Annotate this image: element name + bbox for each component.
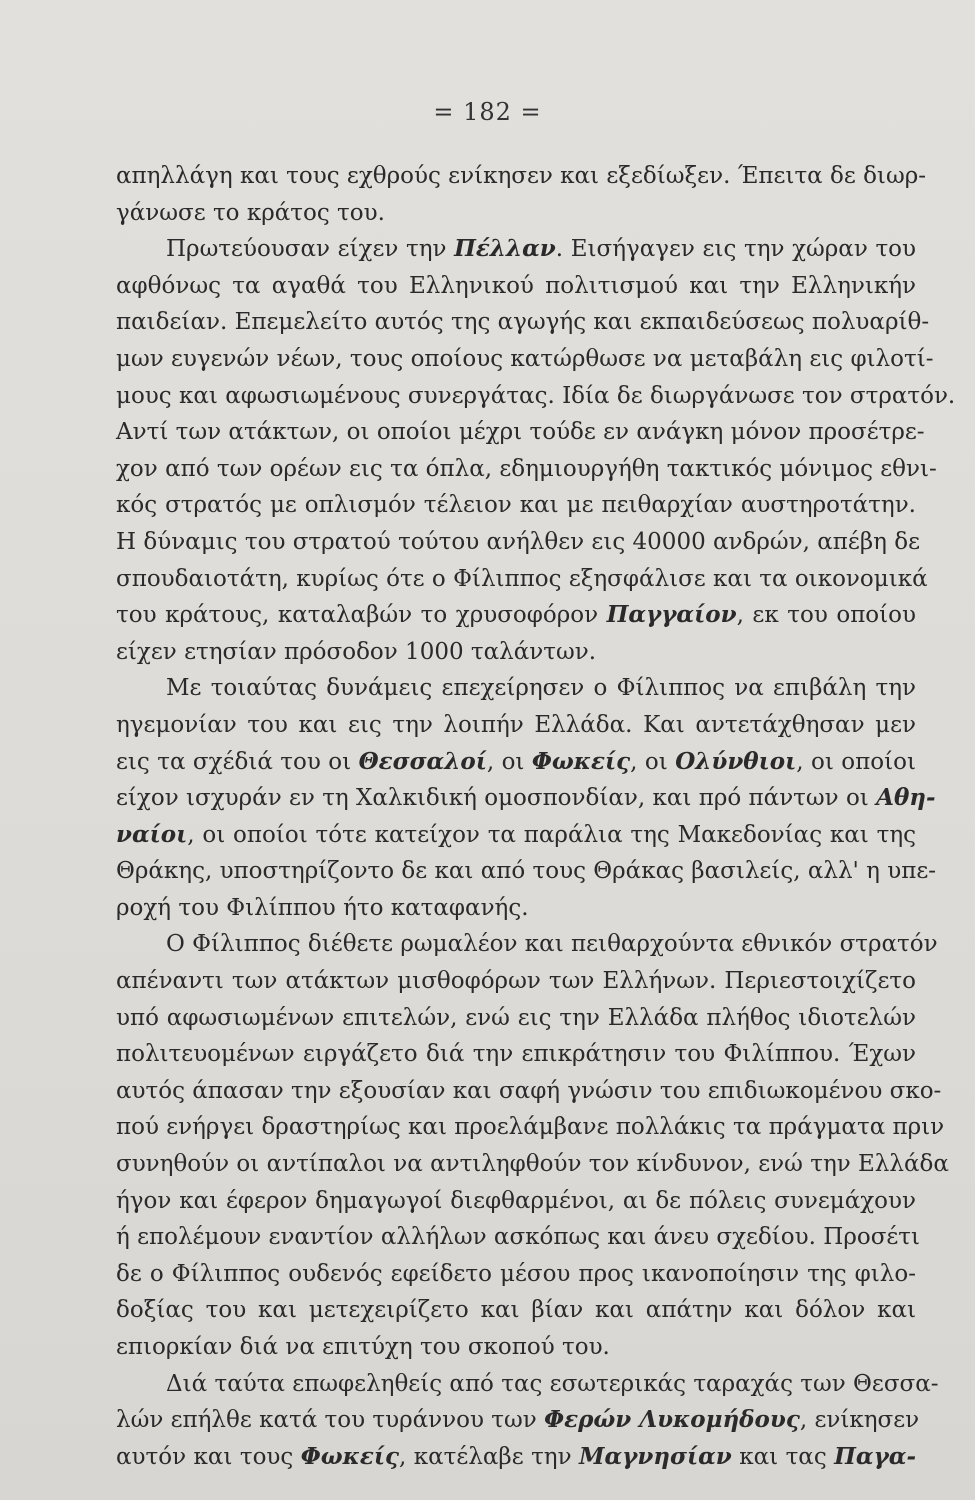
emphasized-term: Φερών Λυκομήδους: [544, 1406, 800, 1434]
text-line: απέναντι των ατάκτων μισθοφόρων των Ελλήνων. Περιεστοιχίζετο: [116, 968, 916, 995]
emphasized-term: Πέλλαν: [454, 235, 556, 263]
text-line: Θράκης, υποστηρίζοντο δε και από τους Θράκας βασιλείς, αλλ' η υπε-: [116, 858, 937, 885]
text-line: μων ευγενών νέων, τους οποίους κατώρθωσε να μεταβάλη εις φιλοτί-: [116, 345, 934, 372]
text-line: Με τοιαύτας δυνάμεις επεχείρησεν ο Φίλιππος να επιβάλη την: [166, 675, 916, 702]
text-line: ή επολέμουν εναντίον αλλήλων ασκόπως και άνευ σχεδίου. Προσέτι: [116, 1224, 921, 1251]
text-line: ηγεμονίαν του και εις την λοιπήν Ελλάδα. Και αντετάχθησαν μεν: [116, 711, 916, 738]
emphasized-term: Φωκείς: [300, 1442, 400, 1470]
text-line: ροχή του Φιλίππου ήτο καταφανής.: [116, 894, 529, 921]
text-line: υπό αφωσιωμένων επιτελών, ενώ εις την Ελλάδα πλήθος ιδιοτελών: [116, 1004, 916, 1031]
text-line: Η δύναμις του στρατού τούτου ανήλθεν εις 40000 ανδρών, απέβη δε: [116, 528, 920, 555]
text-line: χον από των ορέων εις τα όπλα, εδημιουργήθη τακτικός μόνιμος εθνι-: [116, 455, 937, 482]
text-line: συνηθούν οι αντίπαλοι να αντιληφθούν τον κίνδυνον, ενώ την Ελλάδα: [116, 1151, 949, 1178]
emphasized-term: Θεσσαλοί: [358, 747, 487, 775]
text-line: αφθόνως τα αγαθά του Ελληνικού πολιτισμού και την Ελληνικήν: [116, 272, 916, 299]
text-line: κός στρατός με οπλισμόν τέλειον και με πειθαρχίαν αυστηροτάτην.: [116, 492, 916, 519]
emphasized-term: Παγγαίον: [606, 601, 737, 629]
text-line: λών επήλθε κατά του τυράννου των Φερών Λυκομήδους, ενίκησεν: [116, 1406, 920, 1434]
text-line: επιορκίαν διά να επιτύχη του σκοπού του.: [116, 1334, 610, 1360]
text-line: αυτόν και τους Φωκείς, κατέλαβε την Μαγνησίαν και τας Παγα-: [116, 1442, 917, 1470]
emphasized-term: Φωκείς: [531, 747, 631, 775]
text-line: σπουδαιοτάτη, κυρίως ότε ο Φίλιππος εξησφάλισε και τα οικονομικά: [116, 565, 928, 592]
text-line: απηλλάγη και τους εχθρούς ενίκησεν και εξεδίωξεν. Έπειτα δε διωρ-: [116, 163, 926, 189]
text-line: πολιτευομένων ειργάζετο διά την επικράτησιν του Φιλίππου. Έχων: [116, 1041, 916, 1068]
text-line: Αντί των ατάκτων, οι οποίοι μέχρι τούδε εν ανάγκη μόνον προσέτρε-: [116, 419, 925, 446]
text-line: ήγον και έφερον δημαγωγοί διεφθαρμένοι, αι δε πόλεις συνεμάχουν: [116, 1187, 916, 1214]
body-text: [116, 158, 956, 1475]
emphasized-term: Μαγνησίαν: [579, 1442, 732, 1470]
text-line: εις τα σχέδιά του οι Θεσσαλοί, οι Φωκείς, οι Ολύνθιοι, οι οποίοι: [116, 747, 916, 775]
text-line: γάνωσε το κράτος του.: [116, 199, 385, 226]
text-line: ναίοι, οι οποίοι τότε κατείχον τα παράλια της Μακεδονίας και της: [116, 820, 916, 848]
text-line: Πρωτεύουσαν είχεν την Πέλλαν. Εισήγαγεν εις την χώραν του: [166, 235, 917, 263]
page-number: = 182 =: [433, 98, 542, 126]
text-line: Διά ταύτα επωφεληθείς από τας εσωτερικάς ταραχάς των Θεσσα-: [166, 1370, 939, 1397]
emphasized-term: Ολύνθιοι: [675, 747, 797, 775]
text-line: πού ενήργει δραστηρίως και προελάμβανε πολλάκις τα πράγματα πριν: [116, 1114, 945, 1141]
text-line: παιδείαν. Επεμελείτο αυτός της αγωγής και εκπαιδεύσεως πολυαρίθ-: [116, 309, 930, 336]
text-line: του κράτους, καταλαβών το χρυσοφόρον Παγγαίον, εκ του οποίου: [116, 601, 917, 629]
text-line: Ο Φίλιππος διέθετε ρωμαλέον και πειθαρχούντα εθνικόν στρατόν: [166, 931, 938, 958]
text-line: μους και αφωσιωμένους συνεργάτας. Ιδία δε διωργάνωσε τον στρατόν.: [116, 382, 956, 409]
text-line: αυτός άπασαν την εξουσίαν και σαφή γνώσιν του επιδιωκομένου σκο-: [116, 1077, 942, 1104]
text-line: είχεν ετησίαν πρόσοδον 1000 ταλάντων.: [116, 638, 597, 665]
emphasized-term: ναίοι: [116, 820, 188, 848]
text-line: είχον ισχυράν εν τη Χαλκιδική ομοσπονδίαν, και πρό πάντων οι Αθη-: [116, 784, 936, 812]
text-line: δε ο Φίλιππος ουδενός εφείδετο μέσου προς ικανοποίησιν της φιλο-: [116, 1260, 916, 1287]
emphasized-term: Παγα-: [834, 1442, 917, 1470]
emphasized-term: Αθη-: [876, 784, 936, 812]
text-line: δοξίας του και μετεχειρίζετο και βίαν και απάτην και δόλον και: [116, 1297, 916, 1324]
